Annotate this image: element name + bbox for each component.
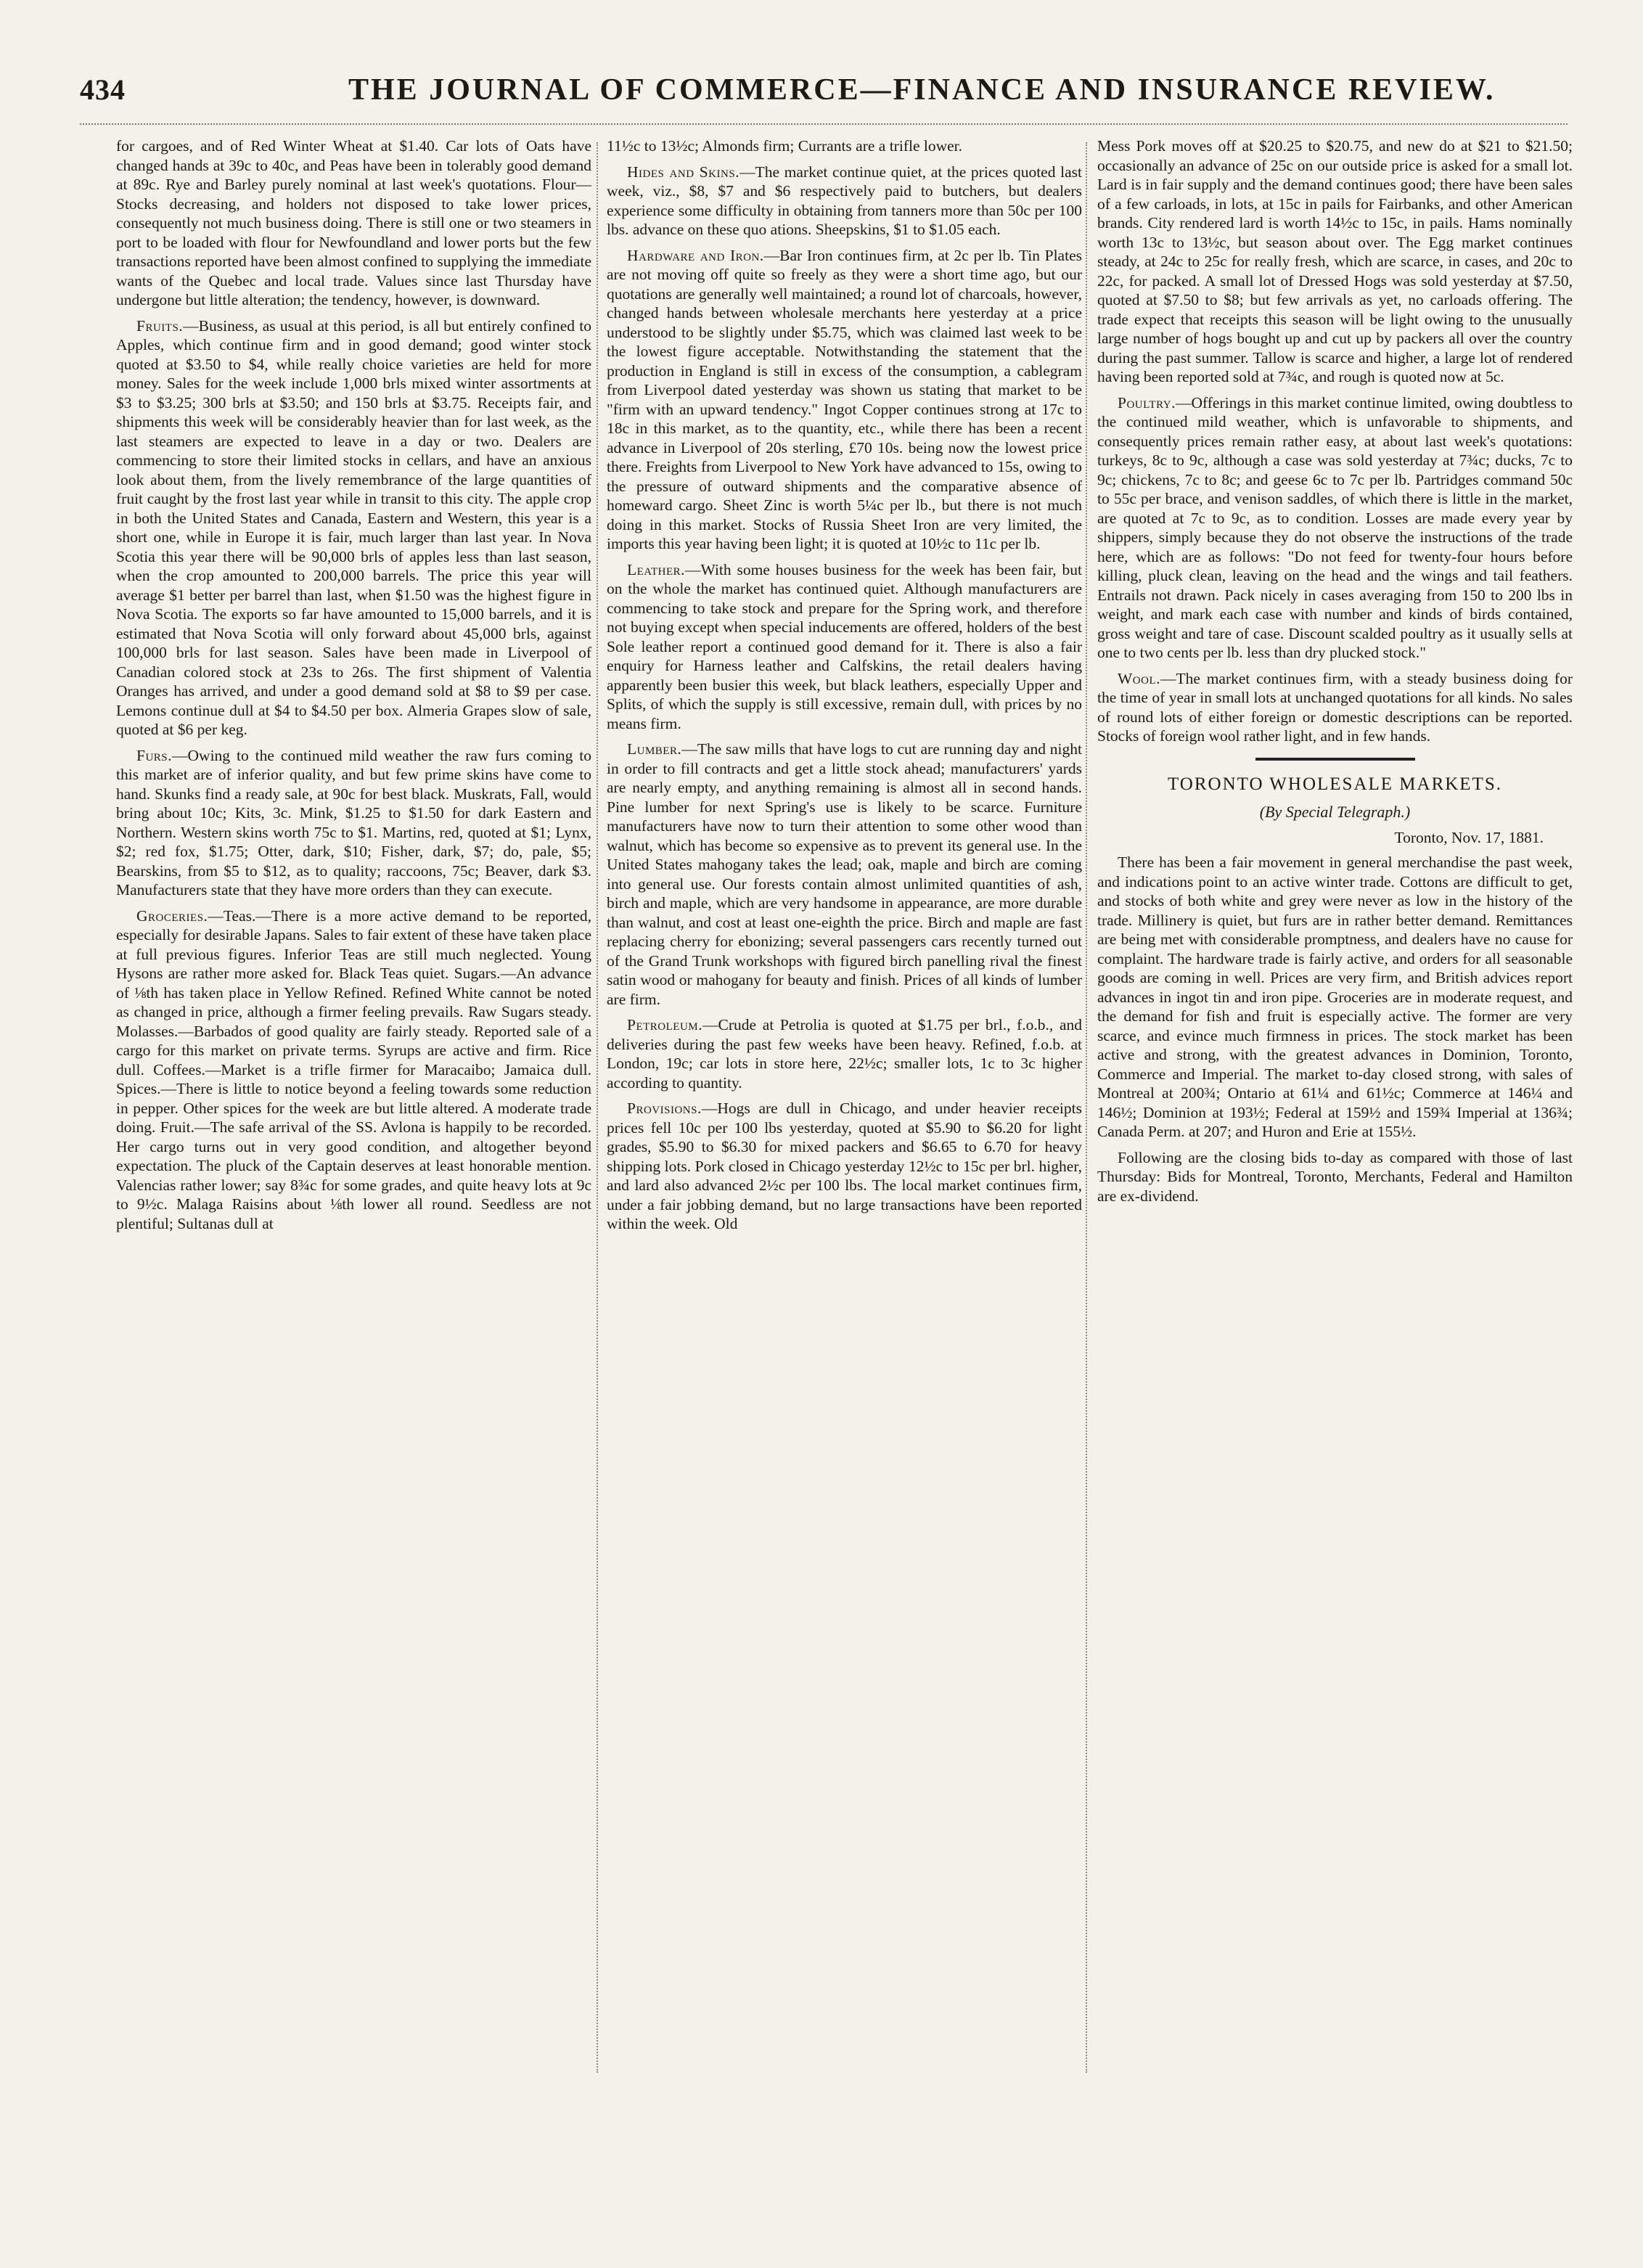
wool-heading: Wool. [1118, 669, 1160, 687]
provisions-continued-paragraph: Mess Pork moves off at $20.25 to $20.75, and new do at $21 to $21.50; occasionally an advance of 25c on our outside price is asked for a small lot. Lard is in fair supply and the demand continues good; there have been sales of a few carloads, in lots, at 15c in pails for Fairbanks, and other American brands. City rendered lard is worth 14½c to 15c, in pails. Hams nominally worth 13c to 13½c, but season about over. The Egg market continues steady, at 24c to 25c for really fresh, which are scarce, in cases, and 20c to 22c, for packed. A small lot of Dressed Hogs was sold yesterday at $7.50, quoted at $7.50 to $8; but few arrivals as yet, no carloads offering. The trade expect that receipts this season will be light owing to the unusually large number of hogs bought up and cut up by packers all over the country during the past summer. Tallow is scarce and higher, a large lot of rendered having been reported sold at 7¾c, and rough is quoted now at 5c. [1097, 137, 1573, 385]
furs-heading: Furs. [136, 746, 173, 764]
toronto-dateline: Toronto, Nov. 17, 1881. [1394, 828, 1544, 846]
column-1 [116, 136, 591, 1240]
petroleum-heading: Petroleum. [627, 1016, 702, 1033]
toronto-section-title: TORONTO WHOLESALE MARKETS. [1167, 774, 1503, 794]
fruit-continued-paragraph: 11½c to 13½c; Almonds firm; Currants are a trifle lower. [607, 137, 963, 155]
section-separator [1255, 758, 1415, 761]
leather-text: —With some houses business for the week has been fair, but on the whole the market has continued quiet. Although manufacturers are commencing to take stock and prepare for the Spring work, and therefore not buying except when special inducements are offered, holders of the best Sole leather report a continued good demand for it. There is also a fair enquiry for Harness leather and Calfskins, the retail dealers having apparently been busier this week, but black leathers, especially Upper and Splits, of which the supply is still excessive, remain dull, with prices by no means firm. [607, 560, 1082, 732]
provisions-paragraph [607, 1099, 1082, 1234]
page-number: 434 [80, 73, 126, 106]
lumber-paragraph [607, 740, 1082, 1009]
lumber-heading: Lumber. [627, 740, 682, 758]
hardware-text: —Bar Iron continues firm, at 2c per lb. Tin Plates are not moving off quite so freely as they were a short time ago, but our quotations are generally well maintained; a round lot of charcoals, however, changed hands between wholesale merchants here yesterday at a price understood to be slightly under $5.75, which was claimed last week to be the lowest figure acceptable. Notwithstanding the statement that the production in England is still in excess of the consumption, a cablegram from Liverpool dated yesterday was shown us stating that market to be "firm with an upward tendency." Ingot Copper continues strong at 17c to 18c in this market, as to the quantity, etc., while there has been a recent advance in Liverpool of 20s sterling, £70 10s. being now the lowest price there. Freights from Liverpool to New York have advanced to 15s, owing to the pressure of outward shipments and the comparative absence of homeward cargo. Sheet Zinc is worth 5¼c per lb., but there is not much doing in this market. Stocks of Russia Sheet Iron are very limited, the imports this year having been light; it is quoted at 10½c to 11c per lb. [607, 246, 1082, 552]
column-divider [597, 142, 598, 2073]
groceries-paragraph [116, 906, 591, 1234]
page-header [80, 73, 1531, 113]
toronto-paragraph-1: There has been a fair movement in general merchandise the past week, and indications point to an active winter trade. Cottons are difficult to get, and stocks of both white and grey were never as low in the history of the trade. Millinery is quiet, but furs are in rather better demand. Remittances are being met with considerable promptness, and dealers have no cause for complaint. The hardware trade is fairly active, and orders for all seasonable goods are coming in well. Prices are very firm, and British advices report advances in ingot tin and iron pipe. Groceries are in moderate request, and the demand for fish and fruit is especially active. The former are very scarce, and evince much firmness in prices. The stock market has been active and strong, with the greatest advances in Dominion, Toronto, Commerce and Imperial. The market to-day closed strong, with sales of Montreal at 200¾; Ontario at 61¼ and 61½c; Commerce at 146¼ and 146½; Dominion at 193½; Federal at 159½ and 159¾ Imperial at 136¾; Canada Perm. at 207; and Huron and Erie at 155½. [1097, 853, 1573, 1140]
groceries-text: —Teas.—There is a more active demand to be reported, especially for desirable Japans. Sales to fair extent of these have taken place at full previous figures. Inferior Teas are still much neglected. Young Hysons are rather more asked for. Black Teas quiet. Sugars.—An advance of ⅛th has taken place in Yellow Refined. Refined White cannot be noted as changed in price, although a firmer feeling prevails. Raw Sugars steady. Molasses.—Barbados of good quality are fairly steady. Reported sale of a cargo for this market on private terms. Syrups are active and firm. Rice dull. Coffees.—Market is a trifle firmer for Maracaibo; Jamaica dull. Spices.—There is little to notice beyond a feeling towards some reduction in pepper. Other spices for the week are but little altered. A moderate trade doing. Fruit.—The safe arrival of the SS. Avlona is happily to be recorded. Her cargo turns out in very good condition, and altogether beyond expectation. The pluck of the Captain deserves at least honorable mention. Valencias rather lower; say 8¾c for some grades, and quite heavy lots at 9c to 9½c. Malaga Raisins about ⅛th lower all round. Seedless are not plentiful; Sultanas dull at [116, 906, 591, 1232]
leather-paragraph [607, 560, 1082, 734]
poultry-heading: Poultry. [1118, 393, 1176, 412]
fruits-text: —Business, as usual at this period, is all but entirely confined to Apples, which continue firm and in good demand; good winter stock quoted at $3.50 to $4, while really choice varieties are held for more money. Sales for the week include 1,000 brls mixed winter assortments at $3 to $3.25; 300 brls at $3.50; and 150 brls at $3.75. Receipts fair, and shipments this week will be considerably heavier than for last week, as the last steamers are expected to leave in a day or two. Dealers are commencing to store their limited stocks in cellars, and have an anxious look about them, from the lively remembrance of the large quantities of fruit caught by the frost last year while in transit to this city. The apple crop in both the United States and Canada, Eastern and Western, this year is a short one, while in Europe it is fair, much larger than last year. In Nova Scotia this year there will be 90,000 brls of apples less than last season, when the crop amounted to 200,000 barrels. The price this year will average $1 better per barrel than last, when $1.50 was the highest figure in Nova Scotia. The exports so far have amounted to 15,000 barrels, and it is estimated that Nova Scotia will only forward about 45,000 brls, against 100,000 brls for last season. Sales have been made in Liverpool of Canadian colored stock at 23s to 26s. The first shipment of Valentia Oranges has arrived, and under a good demand sold at $8 to $9 per case. Lemons continue dull at $4 to $4.50 per box. Almeria Grapes slow of sale, quoted at $6 per keg. [116, 316, 591, 738]
column-divider [1086, 142, 1087, 2073]
petroleum-paragraph [607, 1015, 1082, 1092]
leather-heading: Leather. [627, 560, 686, 578]
hides-text: —The market continue quiet, at the prices quoted last week, viz., $8, $7 and $6 respectively paid to butchers, but dealers experience some difficulty in obtaining from tanners more than 50c per 100 lbs. advance on these quo ations. Sheepskins, $1 to $1.05 each. [607, 163, 1082, 238]
groceries-heading: Groceries. [136, 906, 208, 925]
provisions-text: —Hogs are dull in Chicago, and under heavier receipts prices fell 10c per 100 lbs yesterday, quoted at $5.90 to $6.20 for light grades, $5.90 to $6.30 for mixed packers and $6.65 to 6.70 for heavy shipping lots. Pork closed in Chicago yesterday 12½c to 15c per brl. higher, and lard also advanced 2½c per 100 lbs. The local market continues firm, under a fair jobbing demand, but no large transactions have been reported within the week. Old [607, 1100, 1082, 1232]
fruits-paragraph [116, 316, 591, 740]
wool-paragraph [1097, 669, 1573, 746]
furs-paragraph [116, 746, 591, 900]
furs-text: —Owing to the continued mild weather the raw furs coming to this market are of inferior quality, and but few prime skins have come to hand. Skunks find a ready sale, at 90c for best black. Muskrats, Fall, would bring about 10c; Kits, 3c. Mink, $1.25 to $1.50 for dark Eastern and Northern. Western skins worth 75c to $1. Martins, red, quoted at $1; Lynx, $2; red fox, $1.75; Otter, dark, $10; Fisher, dark, $7; do, pale, $5; Bearskins, from $5 to $12, as to quality; raccoons, 75c; Beaver, dark $3. Manufacturers state that they have more orders than they can execute. [116, 746, 591, 898]
running-title: THE JOURNAL OF COMMERCE—FINANCE AND INSURANCE REVIEW. [348, 73, 1496, 107]
provisions-heading: Provisions. [627, 1100, 702, 1117]
toronto-paragraph-2: Following are the closing bids to-day as compared with those of last Thursday: Bids for Montreal, Toronto, Merchants, Federal and Hamilton are ex-dividend. [1097, 1148, 1573, 1205]
toronto-section-subtitle: (By Special Telegraph.) [1259, 803, 1411, 821]
header-rule [80, 123, 1568, 126]
hardware-paragraph [607, 246, 1082, 554]
poultry-text: —Offerings in this market continue limited, owing doubtless to the continued mild weather, which is unfavorable to shipments, and consequently prices remain rather easy, at about last week's quotations: turkeys, 8c to 9c, although a case was sold yesterday at 7¾c; ducks, 7c to 9c; chickens, 7c to 8c; and geese 6c to 7c per lb. Partridges command 50c to 55c per brace, and venison saddles, of which there is little in the market, are quoted at 7c to 9c, as to condition. Losses are made every year by shippers, simply because they do not observe the instructions of the trade here, which are as follows: "Do not feed for twenty-four hours before killing, pluck clean, leaving on the head and the wings and tail feathers. Entrails not drawn. Pack nicely in cases averaging from 150 to 200 lbs in weight, and mark each case with number and kinds of birds contained, gross weight and tare of case. Discount scalded poultry as it usually sells at one to two cents per lb. less than dry plucked stock." [1097, 393, 1573, 661]
wool-text: —The market continues firm, with a steady business doing for the time of year in small lots at unchanged quotations for all kinds. No sales of round lots of either foreign or domestic descriptions can be reported. Stocks of foreign wool rather light, and in few hands. [1097, 669, 1573, 745]
hardware-heading: Hardware and Iron. [627, 246, 764, 264]
petroleum-text: —Crude at Petrolia is quoted at $1.75 per brl., f.o.b., and deliveries during the past few weeks have been heavy. Refined, f.o.b. at London, 19c; car lots in store here, 22½c; smaller lots, 1c to 3c higher according to quantity. [607, 1016, 1082, 1092]
column-3 [1097, 136, 1573, 1212]
poultry-paragraph [1097, 393, 1573, 663]
grain-flour-paragraph: for cargoes, and of Red Winter Wheat at $1.40. Car lots of Oats have changed hands at 39c to 40c, and Peas have been in tolerably good demand at 89c. Rye and Barley purely nominal at last week's quotations. Flour—Stocks decreasing, and holders not disposed to take lower prices, consequently not much business doing. There is still one or two steamers in port to be loaded with flour for Newfoundland and lower ports but the few transactions reported have been almost confined to supplying the immediate wants of the Quebec and local trade. Values since last Thursday have undergone but little alteration; the tendency, however, is downward. [116, 137, 591, 308]
lumber-text: —The saw mills that have logs to cut are running day and night in order to fill contracts and get a little stock ahead; manufacturers' yards are nearly empty, and anything remaining is almost all in second hands. Pine lumber for next Spring's use is likely to be scarce. Furniture manufacturers have now to turn their attention to some other wood than walnut, which has become so expensive as to prevent its general use. In the United States mahogany takes the lead; oak, maple and birch are coming into general use. Our forests contain almost unlimited quantities of ash, birch and maple, which are very handsome in appearance, are more durable than walnut, and cost at least one-eighth the price. Birch and maple are fast replacing cherry for ebonizing; several passengers cars recently turned out of the Grand Trunk workshops with figured birch panelling rival the finest satin wood or mahogany for beauty and finish. Prices of all kinds of lumber are firm. [607, 740, 1082, 1008]
fruits-heading: Fruits. [136, 316, 184, 335]
column-2 [607, 136, 1082, 1240]
hides-heading: Hides and Skins. [627, 163, 740, 181]
hides-paragraph [607, 163, 1082, 240]
